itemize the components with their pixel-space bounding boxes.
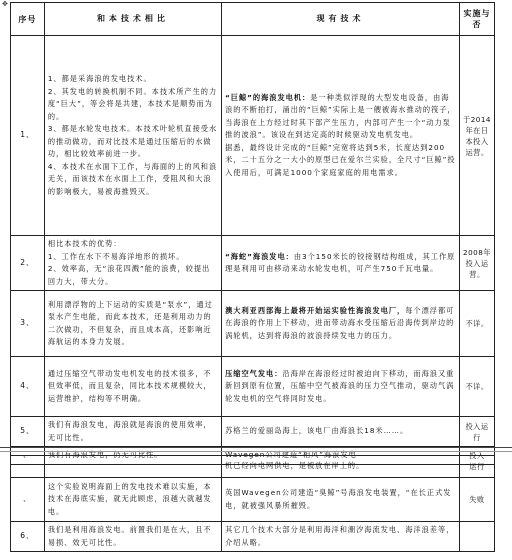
comparison-table-continued bbox=[10, 455, 495, 552]
existing-keyword: “巨鲸”的海浪发电机： bbox=[225, 92, 311, 102]
comparison-table bbox=[10, 2, 495, 465]
row-compare bbox=[44, 456, 221, 478]
row-compare: 通过压缩空气带动发电机发电的技术很多，不但效率低，而且复杂，同比本技术规模较大，运营维护，结构等不明确。 bbox=[44, 357, 221, 417]
row-existing bbox=[222, 291, 460, 357]
row-implemented: 不详。 bbox=[459, 291, 494, 357]
existing-keyword: 澳大利亚西部海上最将开始运实验性海浪发电厂， bbox=[225, 305, 406, 315]
header-this-tech: 和本技术相比 bbox=[44, 3, 221, 36]
row-implemented bbox=[459, 522, 494, 552]
row-compare: 利用漂浮物的上下运动的实质是“泵水”，通过泵水产生电能，而此本技术，还是利用动力的二次做功，不但复杂，而且成本高，还影响近海航运的本身力发展。 bbox=[44, 291, 221, 357]
row-compare: 这个实验说明海面上的发电技术难以实施，本技术在海底实施，就无此顾虑，浪越大就越发电。 bbox=[44, 478, 221, 522]
existing-text: 由3个150米长的铰接钢结构组成，其工作原理是利用可由移动来动水轮发电机，可产生750千瓦电量。 bbox=[225, 251, 456, 273]
comparison-table-top bbox=[10, 2, 495, 465]
existing-text: 其它几个技术大部分是利用海洋和潮汐海流发电、海洋浪差等，介绍从略。 bbox=[225, 525, 455, 547]
existing-text: 每个漂浮都可在海浪的作用上下移动，进而带动海水受压缩后沿海传到岸边的涡轮机，达到将海浪的波浪持续发电力的压力。 bbox=[225, 305, 455, 340]
header-existing-tech: 现有技术 bbox=[222, 3, 460, 36]
table-row bbox=[11, 36, 495, 236]
row-existing bbox=[222, 478, 460, 522]
table-row bbox=[11, 357, 495, 417]
comparison-table-bottom bbox=[10, 455, 495, 552]
row-existing bbox=[222, 36, 460, 236]
row-implemented: 2008年投入运营。 bbox=[459, 236, 494, 291]
table-row bbox=[11, 522, 495, 552]
row-seq: 1、 bbox=[11, 36, 45, 236]
header-implemented: 实施与否 bbox=[459, 3, 494, 36]
row-compare: 相比本技术的优势： 1、工作在水下不易海洋地形的损坏。 2、效率高，无“浪花四溅”能的浪费，较提出回力大，带大分。 bbox=[44, 236, 221, 291]
table-row bbox=[11, 478, 495, 522]
row-compare: 1、都是采海浪的发电技术。 2、其发电的转换机制不同。本技术所产生的力度“巨大”，等会将是共建，本技术是顺势而为的。 3、都是水轮发电技术。本技术叶轮机直接受水的推动做功，而对比技术是通过压缩后的水做功，相比较效率前进一步。 4、本技术在水面下工作，与海面的上的风和浪无关，而该技术在水面上工作，受阻风和大浪的影响极大，易被海推毁灭。 bbox=[44, 36, 221, 236]
row-compare: 我们有海浪发电，仍无可比性。 bbox=[44, 447, 221, 465]
table-header-row bbox=[11, 3, 495, 36]
row-implemented: 不详。 bbox=[459, 357, 494, 417]
row-existing bbox=[222, 456, 460, 478]
row-implemented: 运行 bbox=[459, 456, 494, 478]
table-row bbox=[11, 456, 495, 478]
row-implemented: 失败 bbox=[459, 478, 494, 522]
row-seq bbox=[11, 456, 45, 478]
existing-text: 沿海岸在海浪经过时被迫向下移动，而海浪又重新回到原有位置，压缩中空气被海浪的压力空气推动，驱动气涡轮发电机的空气将同时发电。 bbox=[225, 368, 455, 403]
header-seq: 序号 bbox=[11, 3, 45, 36]
table-move-handle-icon[interactable]: ✥ bbox=[2, 0, 8, 8]
table-row bbox=[11, 417, 495, 447]
row-seq: 6、 bbox=[11, 522, 45, 552]
existing-keyword: 压缩空气发电： bbox=[225, 368, 283, 378]
existing-text: Wavegen公司建造“相风”海浪发电 bbox=[225, 450, 357, 459]
existing-text: 是一种类似浮现的大型发电设备，由海浪的不断拍打，涌出的“巨鲸”实际上是一艘被海水推动的筏子，当海浪在上方经过时其下部产生压力，内部可产生一个“动力泵推的波浪”。该设在到达定高的时候驱动发电机发电。 据悉，最终设计完成的“巨鲸”完宽将达到5米，长度达到200米，二十五分之一大小的原型已在爱尔兰实验，全尺寸“巨鲸”投入使用后，可满足1000个家庭家庭的用电需求。 bbox=[225, 92, 456, 177]
row-compare: 我们是利用海浪发电。前置我们是在大，且不易损、效无可比性。 bbox=[44, 522, 221, 552]
row-seq: 2、 bbox=[11, 236, 45, 291]
row-existing bbox=[222, 236, 460, 291]
row-compare: 我们有海浪发电，海浪就是海浪的使用效率，无可比性。 bbox=[44, 417, 221, 447]
row-implemented: 投入 bbox=[459, 447, 494, 465]
table-row bbox=[11, 236, 495, 291]
row-seq: 、 bbox=[11, 478, 45, 522]
existing-text: 英国Wavegen公司建造“臭鲸”号海浪发电装置，“在长正式发电，就被强风暴所摧毁。 bbox=[225, 488, 452, 510]
existing-text: 苏格兰的爱丽岛海上，该电厂由海浪长18米……。 bbox=[225, 426, 409, 436]
existing-text: 机已经向电网供电，是被放在岸上的。 bbox=[225, 461, 365, 471]
row-implemented: 投入运行 bbox=[459, 417, 494, 447]
row-seq: 、 bbox=[11, 447, 45, 465]
row-seq: 5、 bbox=[11, 417, 45, 447]
row-seq: 3、 bbox=[11, 291, 45, 357]
row-existing bbox=[222, 522, 460, 552]
existing-keyword: “海蛇”海浪发电： bbox=[225, 251, 294, 261]
page-break-line bbox=[0, 447, 512, 448]
row-implemented: 于2014年在日本投入运营。 bbox=[459, 36, 494, 236]
row-existing bbox=[222, 357, 460, 417]
page-break-line-secondary bbox=[0, 451, 512, 452]
row-seq: 4、 bbox=[11, 357, 45, 417]
table-row bbox=[11, 291, 495, 357]
row-existing bbox=[222, 417, 460, 447]
